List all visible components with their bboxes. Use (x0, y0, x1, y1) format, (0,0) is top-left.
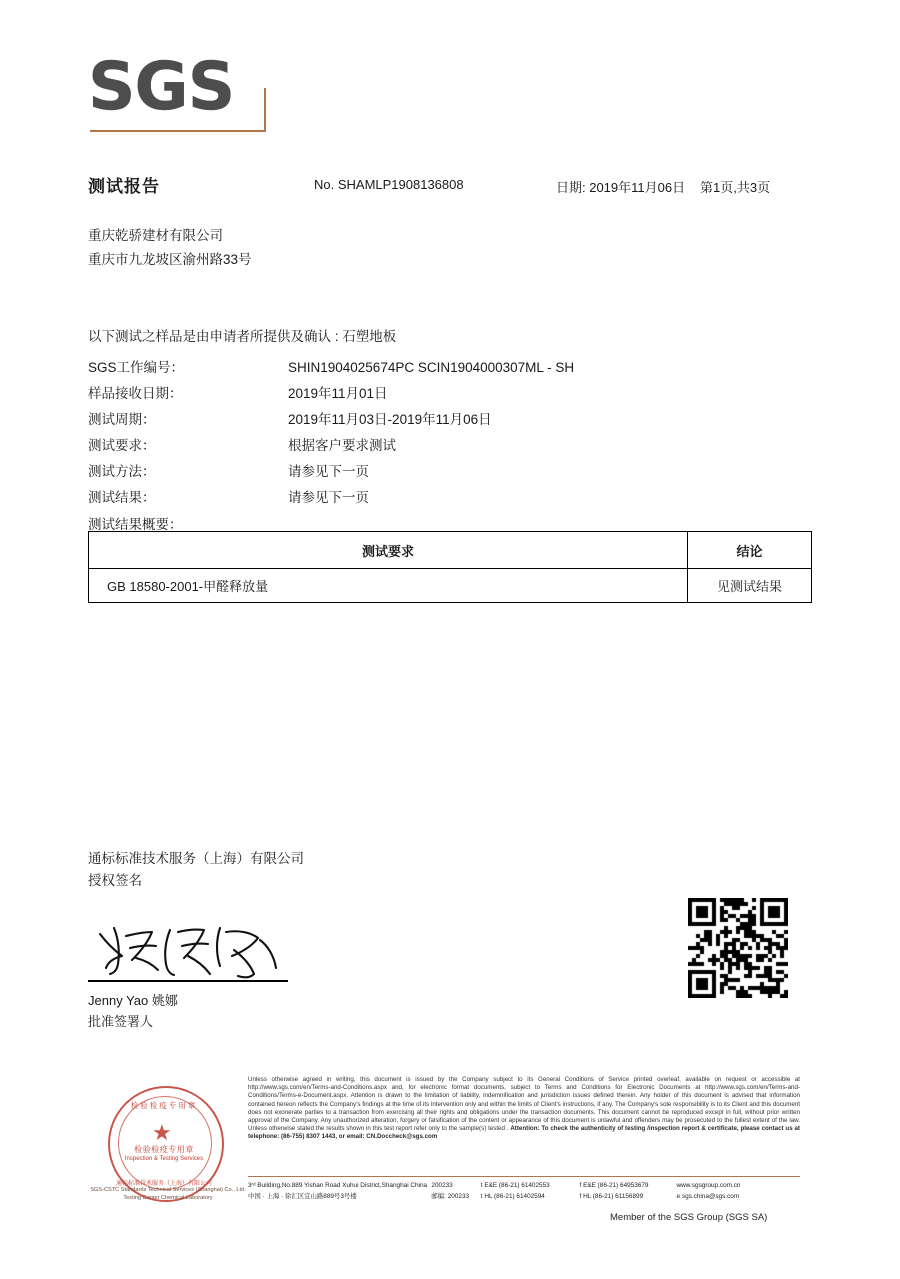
table-header-row (89, 532, 812, 569)
signature-company-name: 通标标准技术服务（上海）有限公司 (88, 851, 304, 866)
footer-fax-cn: f HL (86-21) 61156899 (579, 1193, 644, 1200)
sgs-logo (88, 48, 348, 147)
info-value: 根据客户要求测试 (288, 438, 396, 453)
info-key: SGS工作编号： (88, 360, 185, 375)
legal-terms (248, 1076, 800, 1142)
info-value: 2019年11月03日-2019年11月06日 (288, 412, 492, 427)
footer-address (248, 1180, 800, 1202)
result-summary-table (88, 531, 812, 603)
info-value: 请参见下一页 (288, 464, 369, 479)
signature-company-block (88, 848, 304, 892)
cell-conclusion: 见测试结果 (688, 569, 812, 603)
signer-title: 批准签署人 (88, 1014, 154, 1029)
sample-info-table (88, 355, 788, 511)
table-row (88, 355, 788, 381)
legal-paragraph: Unless otherwise agreed in writing, this document is issued by the Company subject to its General Conditions of Service printed overleaf, available on request or accessible at http://www.sgs.com/en/Terms-and-Conditions.aspx and, for electronic format documents, subject to Terms and Conditions for Electronic Documents at http://www.sgs.com/en/Terms-and-Conditions/Terms-e-Document.aspx. Attention is drawn to the limitation of liability, indemnification and jurisdiction issues defined therein. Any holder of this document is advised that information contained hereon reflects the Company's findings at the time of its intervention only and within the limits of Client's instructions, if any. The Company's sole responsibility is to its Client and this document does not exonerate parties to a transaction from exercising all their rights and obligations under the transaction documents. This document cannot be reproduced except in full, without prior written approval of the Company. Any unauthorized alteration, forgery or falsification of the content or appearance of this document is unlawful and offenders may be prosecuted to the fullest extent of the law. Unless otherwise stated the results shown in this test report refer only to the sample(s) tested . (248, 1076, 800, 1133)
legal-attention: Attention: To check the authenticity of testing /inspection report & certificate, please contact us at telephone: (86-755) 8307 1443, or email: CN.Doccheck@sgs.com (248, 1125, 800, 1141)
stamp-arc-bottom-text: 通标标准技术服务（上海）有限公司 (115, 1181, 212, 1187)
sample-intro: 以下测试之样品是由申请者所提供及确认 : 石塑地板 (88, 329, 397, 344)
table-row (88, 381, 788, 407)
footer-divider (248, 1176, 800, 1177)
handwritten-signature (92, 916, 292, 986)
client-name: 重庆乾骄建材有限公司 (88, 228, 223, 243)
info-key: 样品接收日期： (88, 386, 183, 401)
stamp-sub-text: Inspection & Testing Services (124, 1156, 204, 1162)
column-header-requirement: 测试要求 (89, 532, 688, 569)
info-value: SHIN1904025674PC SCIN1904000307ML - SH (288, 360, 575, 375)
star-icon: ★ (152, 1120, 172, 1145)
table-row (89, 569, 812, 603)
footer-tel-cn: t HL (86-21) 61402594 (480, 1193, 545, 1200)
table-row (88, 485, 788, 511)
client-address: 重庆市九龙坡区渝州路33号 (88, 252, 252, 267)
table-row (88, 407, 788, 433)
info-value: 请参见下一页 (288, 490, 369, 505)
footer-member-text: Member of the SGS Group (SGS SA) (610, 1212, 768, 1223)
info-value: 2019年11月01日 (288, 386, 388, 401)
stamp-mid-text: 检验检疫专用章 (134, 1145, 194, 1154)
sgs-logo-text: SGS (88, 48, 235, 125)
logo-underline (90, 130, 266, 132)
signer-block (88, 990, 178, 1032)
info-key: 测试周期： (88, 412, 156, 427)
table-row (88, 433, 788, 459)
client-block (88, 224, 252, 272)
info-key: 测试要求： (88, 438, 156, 453)
summary-label: 测试结果概要： (88, 517, 183, 532)
column-header-conclusion: 结论 (688, 532, 812, 569)
authorized-signature-label: 授权签名 (88, 873, 142, 888)
footer-tel-en: t E&E (86-21) 61402553 (480, 1182, 550, 1189)
report-number: No. SHAMLP1908136808 (314, 177, 464, 192)
signer-name: Jenny Yao 姚娜 (88, 993, 178, 1008)
logo-tick (264, 88, 266, 132)
page-indicator: 第1页,共3页 (700, 180, 771, 195)
cell-requirement: GB 18580-2001-甲醛释放量 (89, 569, 688, 603)
info-key: 测试方法： (88, 464, 156, 479)
footer-address-en: 3ʳᵈ Building,No.889 Yishan Road Xuhui District,Shanghai China (248, 1182, 428, 1189)
footer-fax-en: f E&E (86-21) 64953679 (579, 1182, 649, 1189)
footer-address-row-en (248, 1180, 800, 1191)
footer-website: www.sgsgroup.com.cn (676, 1182, 741, 1189)
stamp-arc-top-text: 检验检疫专用章 (130, 1101, 198, 1110)
table-row (88, 459, 788, 485)
footer-zip-cn: 邮编: 200233 (431, 1193, 470, 1200)
footer-email: e sgs.china@sgs.com (676, 1193, 740, 1200)
report-date: 日期: 2019年11月06日 (556, 180, 686, 195)
page-title: 测试报告 (88, 177, 160, 196)
footer-address-row-cn (248, 1191, 800, 1202)
info-key: 测试结果： (88, 490, 156, 505)
stamp-caption: SGS-CSTC Standards Technical Services (Shanghai) Co., Ltd. Testing Center Chemical Laboratory (90, 1187, 246, 1201)
footer-address-cn: 中国 · 上海 · 徐汇区宜山路889号3号楼 (248, 1193, 357, 1200)
footer-zip-en: 200233 (431, 1182, 453, 1189)
qr-code (684, 894, 800, 1010)
signature-line (88, 980, 288, 982)
